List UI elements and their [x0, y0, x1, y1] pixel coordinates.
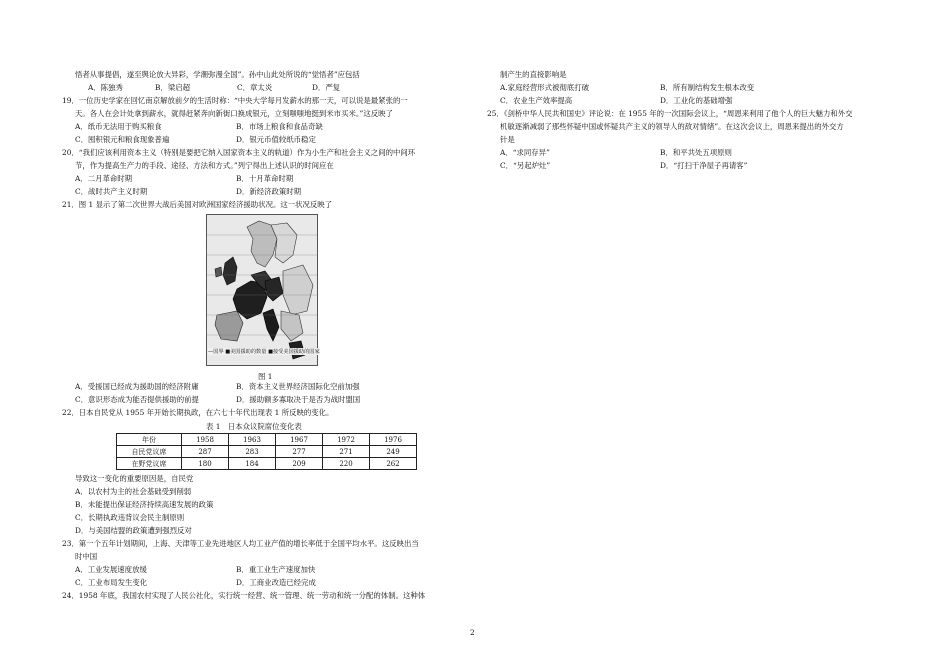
q21-option-c: C．意识形态成为能否提供援助的前提	[75, 395, 199, 404]
q20-option-d: D．新经济政策时期	[236, 187, 302, 196]
q21-option-b: B．资本主义世界经济国际化空前加强	[236, 382, 360, 391]
q19-option-a: A．纸币无法用于购买粮食	[75, 122, 162, 131]
q21-stem: 21．图 1 显示了第二次世界大战后美国对欧洲国家经济援助状况。这一状况反映了	[62, 200, 333, 209]
table-header-row	[117, 434, 417, 446]
q25-stem-line3: 针是	[500, 135, 515, 144]
q25-option-b: B．和平共处五项原则	[660, 148, 732, 157]
q21-option-a: A．受援国已经成为援助国的经济附庸	[75, 382, 199, 391]
table-cell: 262	[370, 458, 417, 470]
q22-option-b: B．未能提出保证经济持续高速发展的政策	[75, 500, 214, 509]
figure-caption: 图 1	[258, 372, 273, 381]
q18-option-a: A．陈独秀	[88, 83, 123, 92]
q23-option-d: D．工商业改造已经完成	[236, 578, 316, 587]
q24-option-b: B．所有制结构发生根本改变	[660, 83, 755, 92]
table-header-cell: 1972	[323, 434, 370, 446]
table-cell: 249	[370, 446, 417, 458]
q23-stem-line1: 23．第一个五年计划期间，上海、天津等工业先进地区人均工业产值的增长率低于全国平均水平。这反映出当	[62, 539, 419, 548]
q19-stem-line1: 19．一位历史学家在回忆南京解放前夕的生活时称：“中央大学每月发薪水的那一天，可以说是最紧张的一	[62, 96, 408, 105]
table-cell: 283	[229, 446, 276, 458]
q21-option-d: D．援助额多寡取决于是否为战时盟国	[236, 395, 361, 404]
q24-option-c: C．农业生产效率提高	[500, 96, 573, 105]
q25-option-d: D．“打扫干净屋子再请客”	[660, 161, 748, 170]
seat-change-table	[116, 433, 417, 470]
q18-stem-tail: 悟者从事提倡，遂至舆论放大异彩，学潮弥漫全国”。孙中山此处所说的“觉悟者”应包括	[75, 70, 360, 79]
q20-stem-line2: 节，作为提高生产力的手段、途径、方法和方式。”列宁得出上述认识的时间应在	[75, 161, 334, 170]
q19-stem-line2: 天。各人在会计处拿到薪水，就得赶紧奔向新街口换成银元，立刻嗤嗤地挺到米市买米。”这反映了	[75, 109, 393, 118]
q24-stem-line2: 制产生的直接影响是	[500, 70, 567, 79]
table-cell: 180	[182, 458, 229, 470]
table-header-cell: 1967	[276, 434, 323, 446]
q23-option-b: B．重工业生产速度加快	[236, 565, 316, 574]
q19-option-c: C．囤积银元和粮食现象普遍	[75, 135, 170, 144]
table-cell: 184	[229, 458, 276, 470]
q24-stem-line1: 24．1958 年底，我国农村实现了人民公社化，实行统一经营、统一管理、统一劳动和统一分配的体制。这种体	[62, 591, 426, 600]
q20-option-b: B．十月革命时期	[236, 174, 294, 183]
q25-stem-line2: 机敏逐渐减弱了那些怀疑中国或怀疑共产主义的领导人的敌对情绪”。在这次会议上，周恩来提出的外交方	[500, 122, 844, 131]
q23-stem-line2: 时中国	[75, 552, 98, 561]
q22-stem-line2: 导致这一变化的重要原因是，自民党	[75, 474, 194, 483]
table-cell: 209	[276, 458, 323, 470]
q18-option-b: B．梁启超	[155, 83, 190, 92]
q19-option-d: D．银元币值较纸币稳定	[236, 135, 316, 144]
table-cell: 271	[323, 446, 370, 458]
table-cell: 287	[182, 446, 229, 458]
table-title: 表 1 日本众议院席位变化表	[206, 422, 302, 431]
q23-option-a: A．工业发展速度放缓	[75, 565, 147, 574]
q18-option-d: D．严复	[312, 83, 341, 92]
q22-option-d: D．与美国结盟的政策遭到强烈反对	[75, 526, 192, 535]
q20-option-a: A．二月革命时期	[75, 174, 133, 183]
q19-option-b: B．市场上粮食和食品奇缺	[236, 122, 323, 131]
europe-aid-map	[206, 214, 318, 366]
table-cell: 220	[323, 458, 370, 470]
table-row	[117, 446, 417, 458]
q22-stem: 22．日本自民党从 1955 年开始长期执政，在六七十年代出现表 1 所反映的变化。	[62, 408, 334, 417]
page-number: 2	[470, 628, 475, 637]
table-row	[117, 458, 417, 470]
table-cell: 自民党议席	[117, 446, 182, 458]
europe-map-image	[207, 215, 317, 365]
table-cell: 在野党议席	[117, 458, 182, 470]
q25-option-a: A．“求同存异”	[500, 148, 550, 157]
q22-option-a: A．以农村为主的社会基础受到削弱	[75, 487, 192, 496]
q25-option-c: C．“另起炉灶”	[500, 161, 551, 170]
q20-option-c: C．战时共产主义时期	[75, 187, 148, 196]
q18-option-c: C．章太炎	[237, 83, 273, 92]
table-cell: 277	[276, 446, 323, 458]
q23-option-c: C．工业布局发生变化	[75, 578, 148, 587]
map-legend: —国界 ■美国援助的数量 ■接受美国援助的国家	[208, 349, 320, 355]
table-header-cell: 1963	[229, 434, 276, 446]
q20-stem-line1: 20．“我们应该利用资本主义（特别是要把它纳入国家资本主义的轨道）作为小生产和社会主义之间的中间环	[62, 148, 416, 157]
table-header-cell: 1976	[370, 434, 417, 446]
table-header-cell: 年份	[117, 434, 182, 446]
q24-option-d: D．工业化的基础增强	[660, 96, 733, 105]
q22-option-c: C．长期执政违背议会民主制原则	[75, 513, 185, 522]
q24-option-a: A.家庭经营形式被彻底打破	[500, 83, 589, 92]
table-header-cell: 1958	[182, 434, 229, 446]
q25-stem-line1: 25．《剑桥中华人民共和国史》评论说：在 1955 年的一次国际会议上，“周恩来利用了他个人的巨大魅力和外交	[487, 109, 853, 118]
